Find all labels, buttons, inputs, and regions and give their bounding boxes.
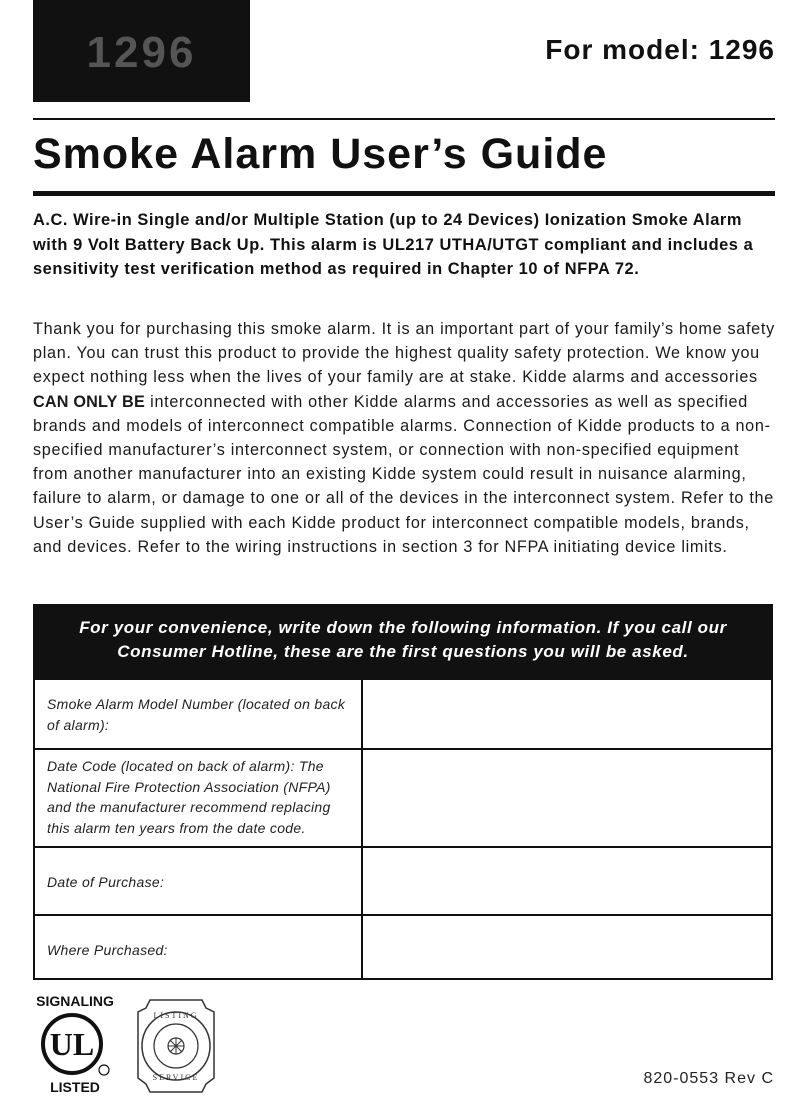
info-row-where-purchased — [35, 914, 771, 980]
where-purchased-field[interactable] — [361, 916, 771, 980]
state-fire-marshal-seal — [130, 992, 222, 1096]
owner-info-form — [33, 604, 773, 980]
info-label: Date Code (located on back of alarm): The National Fire Protection Association (NFPA) and the manufacturer recommend replacing this alarm ten years from the date code. — [47, 758, 331, 836]
page-title: Smoke Alarm User’s Guide — [33, 130, 608, 178]
title-divider — [33, 191, 775, 196]
model-number-field[interactable] — [361, 680, 771, 748]
ul-signaling-listed-logo — [34, 992, 116, 1096]
info-label: Smoke Alarm Model Number (located on back of alarm): — [47, 696, 346, 733]
model-badge — [33, 0, 250, 102]
intro-text-part2: interconnected with other Kidde alarms and accessories as well as specified brands and models of interconnect compatible alarms. Connection of Kidde products to a non-specified manufacturer’s interconnect system, or connection with non-specified equipment from another manufacturer into an existing Kidde system could result in nuisance alarming, failure to alarm, or damage to one or all of the devices in the interconnect system. Refer to the User’s Guide supplied with each Kidde product for interconnect compatible models, brands, and devices. Refer to the wiring instructions in section 3 for NFPA initiating device limits. — [33, 392, 774, 556]
seal-bottom-text: SERVICE — [152, 1073, 200, 1082]
seal-cross-icon — [168, 1038, 184, 1054]
model-badge-number: 1296 — [86, 28, 197, 77]
intro-text-part1: Thank you for purchasing this smoke alarm. It is an important part of your family’s home safety plan. You can trust this product to provide the highest quality safety protection. We know you expect nothing less when the lives of your family are at stake. Kidde alarms and accessories — [33, 320, 775, 387]
info-label: Where Purchased: — [47, 942, 168, 958]
seal-top-text: LISTING — [153, 1011, 199, 1020]
document-code: 820-0553 Rev C — [643, 1070, 774, 1087]
for-model-label: For model: 1296 — [545, 34, 775, 65]
ul-bottom-text: LISTED — [50, 1079, 100, 1095]
product-description: A.C. Wire-in Single and/or Multiple Station (up to 24 Devices) Ionization Smoke Alarm with 9 Volt Battery Back Up. This alarm is UL217 UTHA/UTGT compliant and includes a sensitivity test verification method as required in Chapter 10 of NFPA 72. — [33, 211, 754, 278]
info-box-heading: For your convenience, write down the following information. If you call our Consumer Hotline, these are the first questions you will be asked. — [35, 606, 771, 678]
date-of-purchase-field[interactable] — [361, 848, 771, 914]
info-row-date-of-purchase — [35, 846, 771, 914]
ul-mark: UL — [49, 1026, 95, 1062]
date-code-field[interactable] — [361, 750, 771, 846]
info-row-date-code — [35, 748, 771, 846]
info-label: Date of Purchase: — [47, 874, 165, 890]
info-row-model-number — [35, 678, 771, 748]
registered-mark-icon — [99, 1065, 109, 1075]
intro-paragraph — [33, 317, 775, 559]
top-divider — [33, 118, 775, 120]
intro-emphasis: CAN ONLY BE — [33, 392, 145, 411]
ul-top-text: SIGNALING — [36, 993, 114, 1009]
